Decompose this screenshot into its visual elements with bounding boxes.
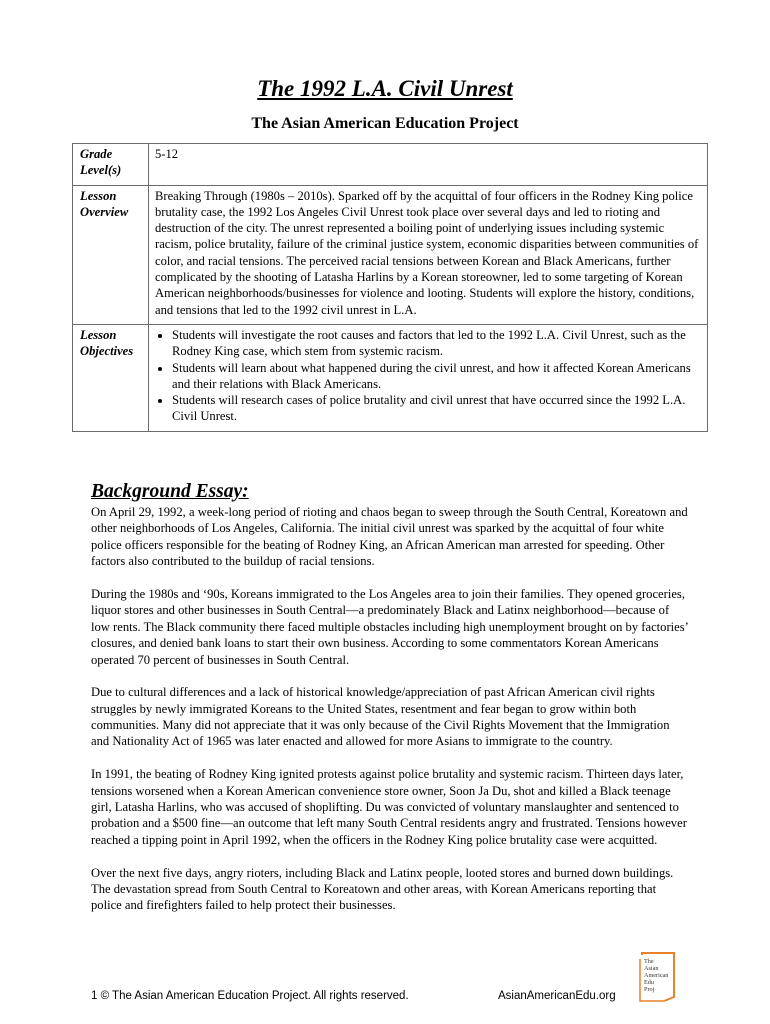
- table-row: [73, 324, 708, 431]
- lesson-overview-label: Lesson Overview: [73, 185, 149, 324]
- document-subtitle: The Asian American Education Project: [251, 115, 519, 132]
- svg-text:Edu: Edu: [644, 979, 654, 986]
- list-item: • Students will research cases of police brutality and civil unrest that have occurred since the 1992 L.A. Civil Unrest.: [172, 392, 701, 425]
- footer-website[interactable]: AsianAmericanEdu.org: [498, 990, 616, 1002]
- aaep-logo-icon: [634, 951, 682, 1003]
- essay-paragraph: On April 29, 1992, a week-long period of rioting and chaos began to sweep through the South Central, Koreatown and other neighborhoods of Los Angeles, California. The initial civil unrest was sparked by the acquittal of four white police officers responsible for the beating of Rodney King, an African American man arrested for speeding. Other factors also contributed to the buildup of racial tensions.: [91, 505, 688, 569]
- lesson-objectives-label: Lesson Objectives: [73, 324, 149, 431]
- background-essay-heading: Background Essay:: [91, 481, 249, 502]
- svg-text:Proj: Proj: [644, 986, 655, 993]
- background-essay-body: [91, 504, 688, 930]
- document-title: The 1992 L.A. Civil Unrest: [257, 76, 513, 101]
- lesson-overview-value: Breaking Through (1980s – 2010s). Sparked off by the acquittal of four officers in the Rodney King police brutality case, the 1992 Los Angeles Civil Unrest took place over several days and led to rioting and destruction of the city. The unrest represented a boiling point of underlying issues including systemic racism, police brutality, failure of the criminal justice system, economic disparities between communities of color, and racial tensions. The perceived racial tensions between Korean and Black Americans, further complicated by the shooting of Latasha Harlins by a Korean storeowner, led to some targeting of Korean American neighborhoods/businesses for violence and looting. Students will explore the history, conditions, and tensions that led to the 1992 civil unrest in L.A.: [149, 185, 708, 324]
- grade-level-value: 5-12: [149, 144, 708, 186]
- svg-text:The: The: [644, 958, 654, 965]
- svg-text:Asian: Asian: [644, 965, 659, 972]
- essay-paragraph: Over the next five days, angry rioters, including Black and Latinx people, looted stores and burned down buildings. The devastation spread from South Central to Koreatown and other areas, with Korean Americans reporting that police and firefighters failed to help protect their businesses.: [91, 865, 674, 913]
- essay-paragraph: In 1991, the beating of Rodney King ignited protests against police brutality and systemic racism. Thirteen days later, tensions worsened when a Korean American convenience store owner, Soon Ja Du, shot and killed a Black teenage girl, Latasha Harlins, who was accused of shoplifting. Du was convicted of voluntary manslaughter and sentenced to probation and a $500 fine—an outcome that left many South Central residents angry and frustrated. Tensions however reached a tipping point in April 1992, when the officers in the Rodney King police brutality case were acquitted.: [91, 767, 687, 847]
- svg-text:American: American: [644, 972, 669, 979]
- list-item: • Students will learn about what happened during the civil unrest, and how it affected Korean Americans and their relations with Black Americans.: [172, 360, 701, 393]
- list-item: • Students will investigate the root causes and factors that led to the 1992 L.A. Civil Unrest, such as the Rodney King case, which stem from systemic racism.: [172, 327, 701, 360]
- essay-paragraph: During the 1980s and ‘90s, Koreans immigrated to the Los Angeles area to join their families. They opened groceries, liquor stores and other businesses in South Central—a predominately Black and Latinx neighborhood—because of low rents. The Black community there faced multiple obstacles including high unemployment brought on by factories’ closures, and denied bank loans to start their own business. According to some commentators Korean Americans operated 70 percent of businesses in South Central.: [91, 586, 688, 667]
- lesson-objectives-value: [149, 324, 708, 431]
- essay-paragraph: Due to cultural differences and a lack of historical knowledge/appreciation of past African American civil rights struggles by newly immigrated Koreans to the United States, resentment and fear began to grow within both communities. Many did not appreciate that it was only because of the Civil Rights Movement that the Immigration and Nationality Act of 1965 was later enacted and allowed for more Asians to immigrate to the country.: [91, 685, 670, 749]
- grade-level-label: Grade Level(s): [73, 144, 149, 186]
- table-row: [73, 144, 708, 186]
- lesson-info-table: [72, 143, 708, 432]
- footer-copyright: 1 © The Asian American Education Project. All rights reserved.: [91, 990, 409, 1002]
- objectives-list: [155, 327, 701, 425]
- table-row: [73, 185, 708, 324]
